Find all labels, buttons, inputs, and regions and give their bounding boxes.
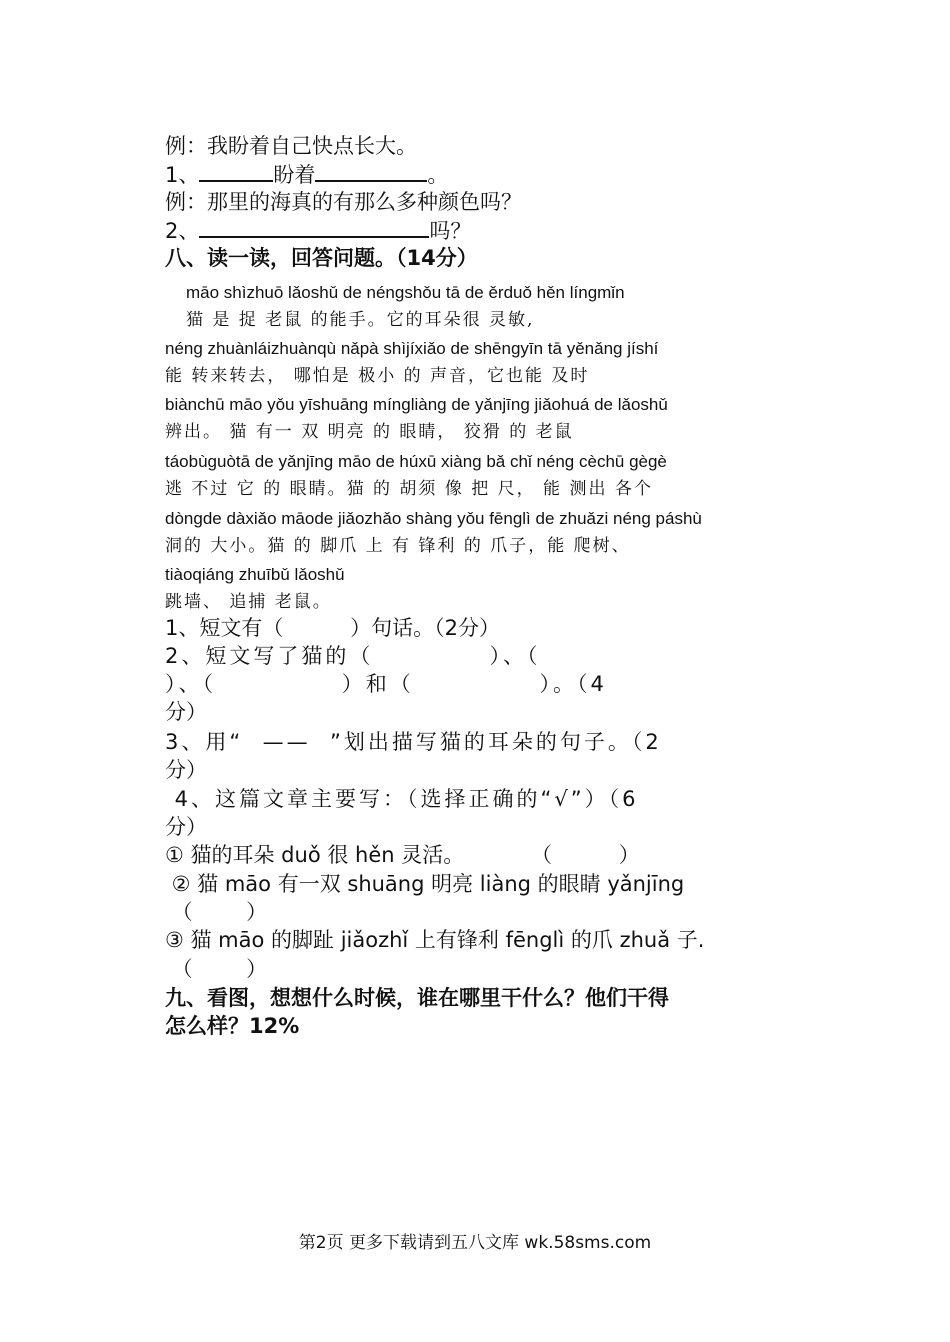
section-9-heading: 九、看图，想想什么时候，谁在哪里干什么？他们干得 — [165, 986, 669, 1010]
section-8-heading: 八、读一读，回答问题。（14分） — [165, 246, 478, 270]
question-8-3-score: 分） — [165, 758, 207, 782]
question-2 — [165, 216, 471, 245]
example-2: 例：那里的海真的有那么多种颜色吗？ — [165, 190, 522, 214]
hanzi-line: 辨出。 猫 有一 双 明亮 的 眼睛， 狡猾 的 老鼠 — [165, 422, 574, 442]
option-1[interactable]: ① 猫的耳朵 duǒ 很 hěn 灵活。 （ ） — [165, 843, 640, 867]
option-3-bracket[interactable]: （ ） — [165, 957, 268, 981]
option-2-bracket[interactable]: （ ） — [165, 900, 268, 924]
pinyin-line: māo shìzhuō lǎoshǔ de néngshǒu tā de ěrduǒ hěn língmǐn — [186, 283, 625, 302]
question-2-end: 吗？ — [429, 219, 472, 243]
section-9-heading-cont: 怎么样？12% — [165, 1014, 300, 1038]
pinyin-line: néng zhuànláizhuànqù nǎpà shìjíxiǎo de shēngyīn tā yěnǎng jíshí — [165, 339, 659, 358]
question-8-2-cont: ）、（ ）和（ ）。（4 — [165, 672, 607, 696]
pinyin-line: biànchū māo yǒu yīshuāng míngliàng de yǎnjīng jiǎohuá de lǎoshǔ — [165, 395, 668, 414]
question-1 — [165, 160, 448, 189]
question-1-middle: 盼着 — [273, 163, 316, 187]
pinyin-line: táobùguòtā de yǎnjīng māo de húxū xiàng bǎ chǐ néng cèchū gègè — [165, 452, 667, 471]
question-8-2-score: 分） — [165, 700, 207, 724]
hanzi-line: 跳墙、 追捕 老鼠。 — [165, 592, 332, 612]
hanzi-line: 洞的 大小。猫 的 脚爪 上 有 锋利 的 爪子，能 爬树、 — [165, 536, 631, 556]
question-8-4: 4、这篇文章主要写：（选择正确的“√”）（6 — [165, 787, 639, 811]
question-1-number: 1、 — [165, 163, 200, 187]
option-2[interactable]: ② 猫 māo 有一双 shuāng 明亮 liàng 的眼睛 yǎnjīng — [165, 872, 685, 896]
question-8-2: 2、短文写了猫的（ ）、（ — [165, 644, 541, 668]
hanzi-line: 逃 不过 它 的 眼睛。猫 的 胡须 像 把 尺， 能 测出 各个 — [165, 479, 653, 499]
question-8-1: 1、短文有（ ）句话。（2分） — [165, 616, 500, 640]
blank-2[interactable] — [199, 216, 429, 238]
pinyin-line: tiàoqiáng zhuībǔ lǎoshǔ — [165, 565, 345, 584]
question-1-end: 。 — [427, 163, 449, 187]
option-3[interactable]: ③ 猫 māo 的脚趾 jiǎozhǐ 上有锋利 fēnglì 的爪 zhuǎ 子. — [165, 928, 705, 952]
hanzi-line: 猫 是 捉 老鼠 的能手。它的耳朵很 灵敏, — [186, 310, 535, 330]
question-2-number: 2、 — [165, 219, 200, 243]
blank-1b[interactable] — [315, 160, 427, 182]
question-8-3: 3、用“ —— ”划出描写猫的耳朵的句子。（2 — [165, 730, 662, 754]
question-8-4-score: 分） — [165, 815, 207, 839]
page-footer: 第2页 更多下载请到五八文库 wk.58sms.com — [298, 1233, 652, 1253]
example-1: 例：我盼着自己快点长大。 — [165, 134, 417, 158]
pinyin-line: dòngde dàxiǎo māode jiǎozhǎo shàng yǒu fēnglì de zhuǎzi néng páshù — [165, 509, 702, 528]
blank-1a[interactable] — [199, 160, 273, 182]
hanzi-line: 能 转来转去， 哪怕是 极小 的 声音，它也能 及时 — [165, 366, 590, 386]
